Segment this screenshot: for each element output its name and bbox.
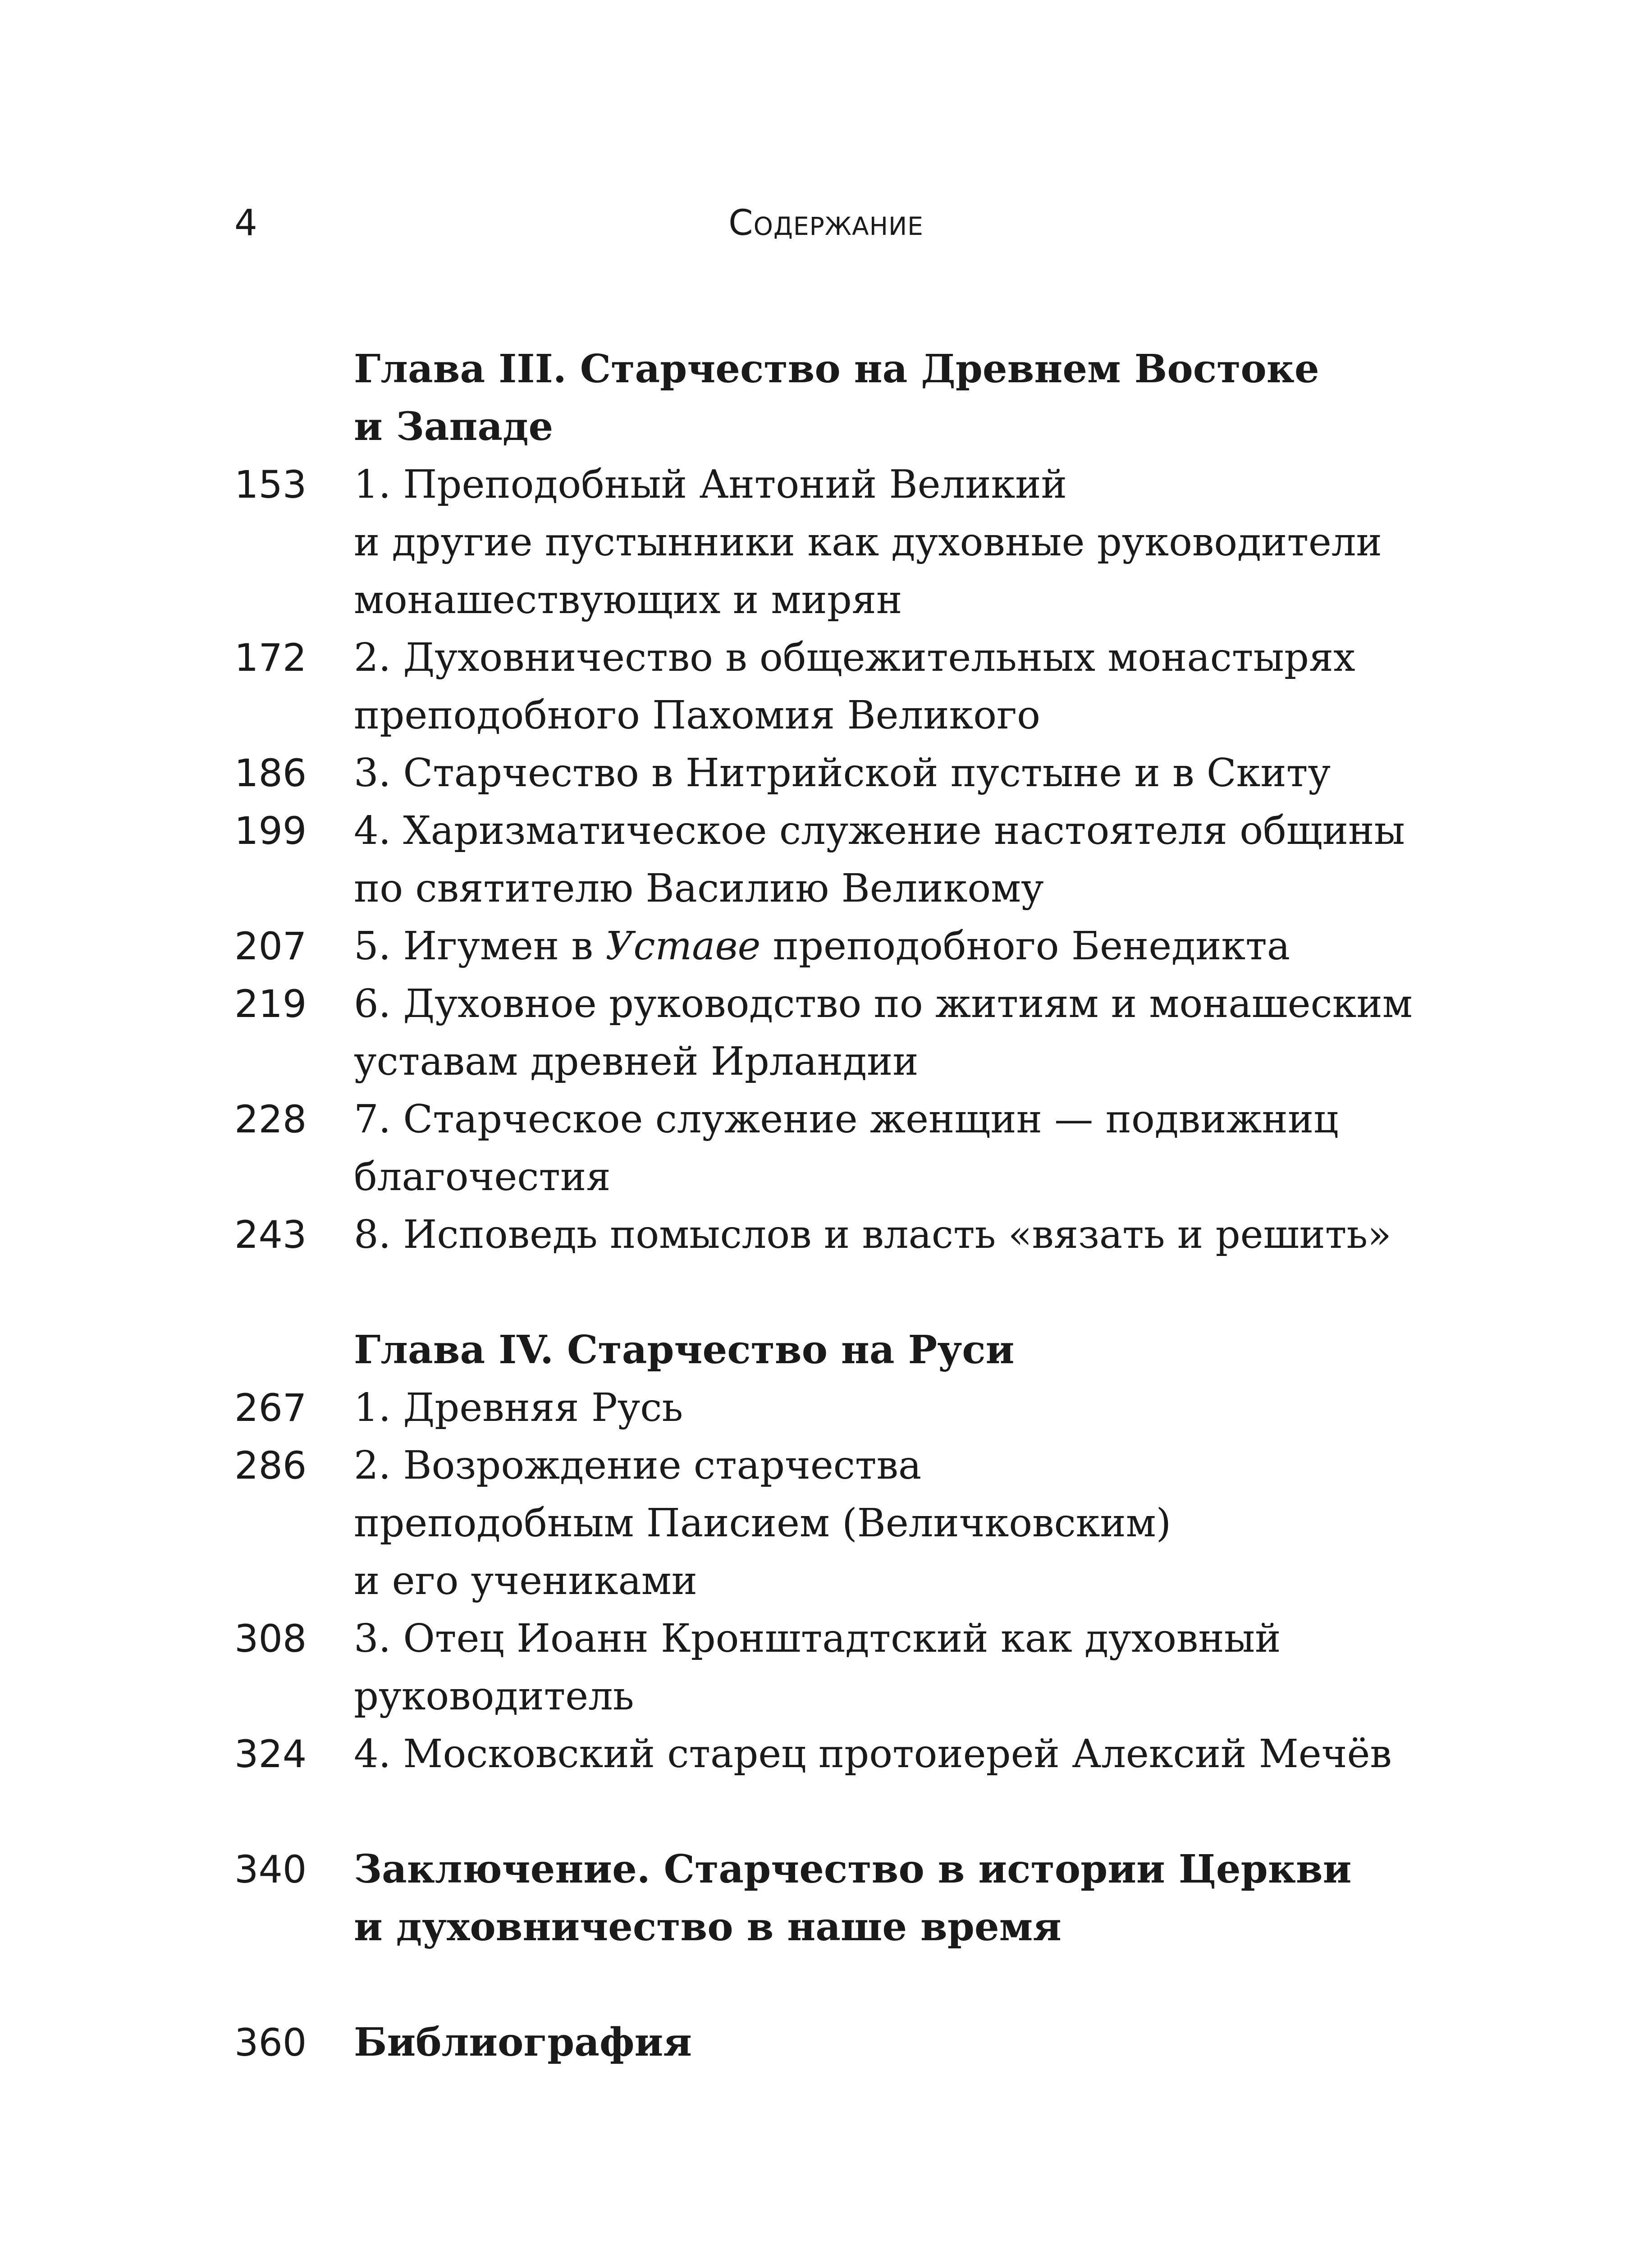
toc-page-number: 186 <box>234 751 307 795</box>
chapter-heading <box>234 1321 1609 1379</box>
toc-page-number: 340 <box>234 1847 307 1892</box>
conclusion-entry <box>234 1841 1609 1956</box>
toc-entry <box>234 802 1609 917</box>
toc-entry <box>234 1610 1609 1725</box>
table-of-contents <box>234 340 1609 2071</box>
toc-entry <box>234 456 1609 629</box>
toc-entry <box>234 1725 1609 1783</box>
toc-page-number: 360 <box>234 2020 307 2065</box>
conclusion-title: Заключение. Старчество в истории Церкви и духовничество в наше время <box>354 1846 1352 1950</box>
toc-entry-text: 1. Преподобный Антоний Великий и другие пустынники как духовные руководители монашествующих и мирян <box>354 462 1382 623</box>
bibliography-title: Библиография <box>354 2020 692 2065</box>
toc-entry-text: 1. Древняя Русь <box>354 1385 683 1430</box>
toc-page-number: 286 <box>234 1443 307 1488</box>
toc-entry-text: 4. Харизматическое служение настоятеля общины по святителю Василию Великому <box>354 808 1405 911</box>
toc-page-number: 199 <box>234 809 307 853</box>
toc-entry-italic-title: Уставе <box>605 924 761 969</box>
toc-entry <box>234 917 1609 975</box>
toc-page-number: 207 <box>234 924 307 968</box>
toc-entry <box>234 1379 1609 1437</box>
toc-entry-text: 3. Отец Иоанн Кронштадтский как духовный руководитель <box>354 1616 1281 1719</box>
toc-entry <box>234 1090 1609 1206</box>
chapter-heading <box>234 340 1609 456</box>
toc-entry <box>234 1437 1609 1610</box>
toc-page-number: 153 <box>234 463 307 507</box>
toc-entry-text: 4. Московский старец протоиерей Алексий Мечёв <box>354 1732 1392 1777</box>
section-gap <box>234 1783 1609 1841</box>
toc-entry-text-part: преподобного Бенедикта <box>760 924 1290 969</box>
toc-entry-text <box>354 917 1609 975</box>
toc-entry-text: 3. Старчество в Нитрийской пустыне и в Скиту <box>354 751 1331 796</box>
toc-entry-text: 2. Духовничество в общежительных монастырях преподобного Пахомия Великого <box>354 635 1355 738</box>
chapter-title: Глава IV. Старчество на Руси <box>354 1327 1015 1373</box>
toc-page-number: 324 <box>234 1732 307 1776</box>
toc-entry <box>234 629 1609 744</box>
toc-entry <box>234 744 1609 802</box>
chapter-title: Глава III. Старчество на Древнем Востоке и Западе <box>354 346 1319 449</box>
toc-page-number: 228 <box>234 1097 307 1141</box>
toc-page-number: 219 <box>234 982 307 1026</box>
toc-entry-text: 2. Возрождение старчества преподобным Паисием (Величковским) и его учениками <box>354 1443 1172 1603</box>
toc-entry-text-part: 5. Игумен в <box>354 924 606 969</box>
bibliography-entry <box>234 2014 1609 2071</box>
toc-entry <box>234 1206 1609 1264</box>
toc-entry <box>234 975 1609 1090</box>
section-gap <box>234 1264 1609 1321</box>
toc-entry-text: 7. Старческое служение женщин — подвижниц благочестия <box>354 1097 1339 1200</box>
running-title: Содержание <box>728 203 924 243</box>
toc-page-number: 243 <box>234 1213 307 1257</box>
toc-page-number: 172 <box>234 636 307 680</box>
toc-entry-text: 6. Духовное руководство по житиям и монашеским уставам древней Ирландии <box>354 981 1413 1084</box>
toc-page-number: 308 <box>234 1617 307 1661</box>
page-number: 4 <box>234 202 257 244</box>
toc-entry-text: 8. Исповедь помыслов и власть «вязать и решить» <box>354 1212 1391 1257</box>
toc-page-number: 267 <box>234 1386 307 1430</box>
section-gap <box>234 1956 1609 2014</box>
